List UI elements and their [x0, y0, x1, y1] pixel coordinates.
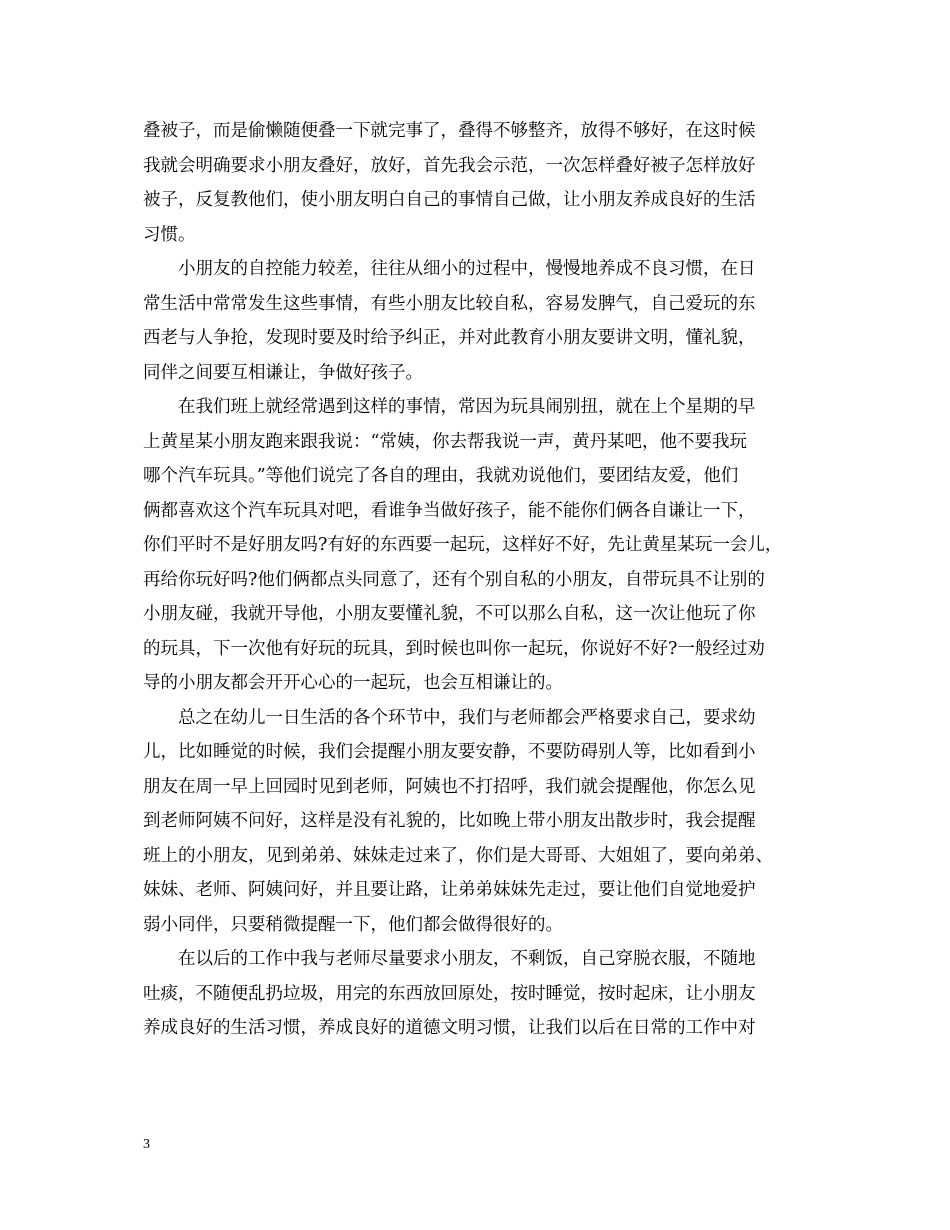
text-line: 被子，反复教他们，使小朋友明白自己的事情自己做，让小朋友养成良好的生活: [143, 190, 756, 210]
text-line: 小朋友的自控能力较差，往往从细小的过程中，慢慢地养成不良习惯，在日: [178, 259, 756, 279]
text-line: 的玩具，下一次他有好玩的玩具，到时候也叫你一起玩，你说好不好?一般经过劝: [143, 638, 765, 659]
text-line: 叠被子，而是偷懒随便叠一下就完事了，叠得不够整齐，放得不够好，在这时候: [143, 121, 756, 141]
text-line: 弱小同伴，只要稍微提醒一下，他们都会做得很好的。: [143, 914, 563, 935]
text-line: 西老与人争抢，发现时要及时给予纠正，并对此教育小朋友要讲文明，懂礼貌，: [143, 328, 756, 348]
document-body: [143, 114, 811, 1046]
text-line: 上黄星某小朋友跑来跟我说：“常姨，你去帮我说一声，黄丹某吧，他不要我玩: [143, 431, 747, 452]
text-line: 在我们班上就经常遇到这样的事情，常因为玩具闹别扭，就在上个星期的早: [178, 397, 756, 417]
text-line: 妹妹、老师、阿姨问好，并且要让路，让弟弟妹妹先走过，要让他们自觉地爱护: [143, 880, 756, 900]
page-number: 3: [143, 1137, 150, 1152]
text-line: 俩都喜欢这个汽车玩具对吧，看谁争当做好孩子，能不能你们俩各自谦让一下，: [143, 500, 756, 521]
text-line: 在以后的工作中我与老师尽量要求小朋友，不剩饭，自己穿脱衣服，不随地: [178, 949, 756, 969]
text-line: 总之在幼儿一日生活的各个环节中，我们与老师都会严格要求自己，要求幼: [178, 707, 756, 728]
text-line: 班上的小朋友，见到弟弟、妹妹走过来了，你们是大哥哥、大姐姐了，要向弟弟、: [143, 845, 773, 866]
text-line: 儿，比如睡觉的时候，我们会提醒小朋友要安静，不要防碍别人等，比如看到小: [143, 742, 756, 762]
text-line: 再给你玩好吗?他们俩都点头同意了，还有个别自私的小朋友，自带玩具不让别的: [143, 569, 765, 590]
text-line: 你们平时不是好朋友吗?有好的东西要一起玩，这样好不好，先让黄星某玩一会儿，: [143, 535, 783, 555]
text-line: 导的小朋友都会开开心心的一起玩，也会互相谦让的。: [143, 673, 563, 693]
text-line: 养成良好的生活习惯，养成良好的道德文明习惯，让我们以后在日常的工作中对: [143, 1018, 756, 1038]
paragraph: [143, 114, 811, 252]
text-line: 同伴之间要互相谦让，争做好孩子。: [143, 362, 423, 383]
text-line: 朋友在周一早上回园时见到老师，阿姨也不打招呼，我们就会提醒他，你怎么见: [143, 776, 756, 797]
text-line: 到老师阿姨不问好，这样是没有礼貌的，比如晚上带小朋友出散步时，我会提醒: [143, 811, 756, 831]
text-line: 我就会明确要求小朋友叠好，放好，首先我会示范，一次怎样叠好被子怎样放好: [143, 155, 756, 176]
text-line: 小朋友碰，我就开导他，小朋友要懂礼貌，不可以那么自私，这一次让他玩了你: [143, 604, 756, 624]
text-line: 哪个汽车玩具。”等他们说完了各自的理由，我就劝说他们，要团结友爱，他们: [143, 466, 739, 486]
paragraph: [143, 942, 811, 1046]
text-line: 吐痰，不随便乱扔垃圾，用完的东西放回原处，按时睡觉，按时起床，让小朋友: [143, 983, 756, 1004]
paragraph: [143, 252, 811, 390]
paragraph: [143, 701, 811, 943]
text-line: 常生活中常常发生这些事情，有些小朋友比较自私，容易发脾气，自己爱玩的东: [143, 293, 756, 314]
text-line: 习惯。: [143, 224, 196, 245]
paragraph: [143, 390, 811, 701]
